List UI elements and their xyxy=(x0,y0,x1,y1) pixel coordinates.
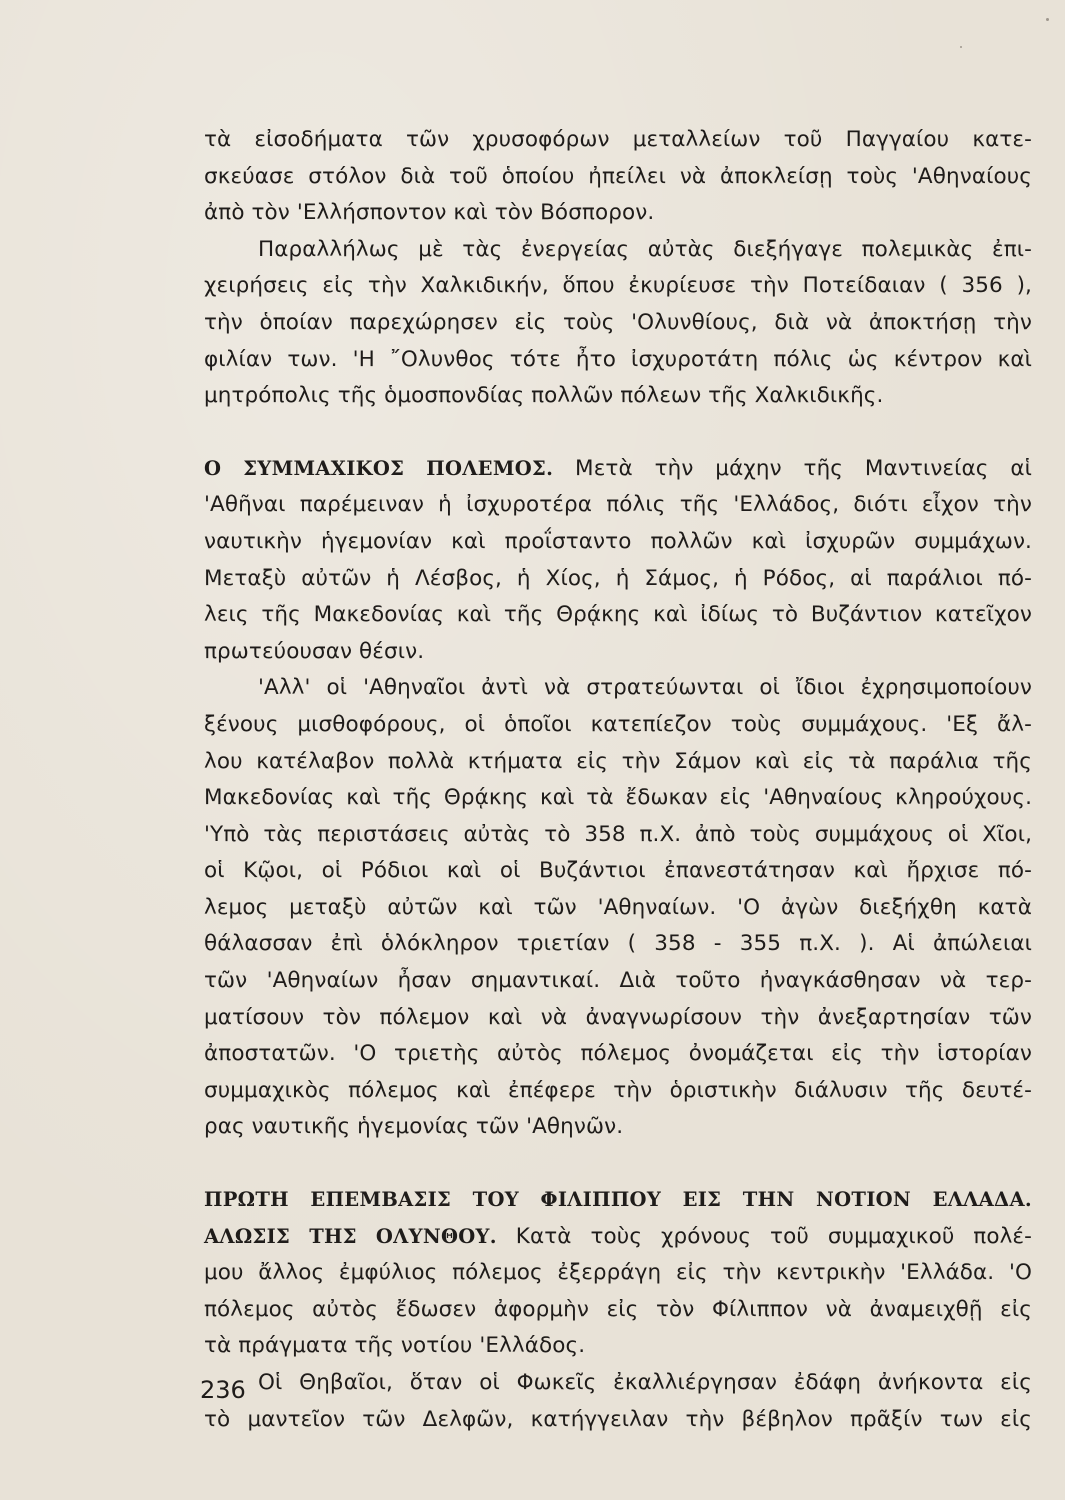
text-line: τῶν 'Αθηναίων ἦσαν σημαντικαί. Διὰ τοῦτο ἠναγκάσθησαν νὰ τερ- xyxy=(204,968,1032,994)
page-number: 236 xyxy=(200,1376,246,1404)
text-line: λεμος μεταξὺ αὐτῶν καὶ τῶν 'Αθηναίων. 'Ο ἀγὼν διεξήχθη κατὰ xyxy=(204,894,1032,920)
text-line: θάλασσαν ἐπὶ ὁλόκληρον τριετίαν ( 358 - 355 π.Χ. ). Αἱ ἀπώλειαι xyxy=(204,931,1032,957)
text-line: φιλίαν των. 'Η ῎Ολυνθος τότε ἦτο ἰσχυροτάτη πόλις ὡς κέντρον καὶ xyxy=(204,346,1032,372)
text-line: Οἱ Θηβαῖοι, ὅταν οἱ Φωκεῖς ἐκαλλιέργησαν ἐδάφη ἀνήκοντα εἰς xyxy=(258,1370,1032,1395)
text-line: τὰ πράγματα τῆς νοτίου 'Ελλάδος. xyxy=(204,1333,586,1359)
body-text xyxy=(204,122,1032,1438)
section-second-line xyxy=(204,1219,1032,1256)
section-heading: Ο ΣΥΜΜΑΧΙΚΟΣ ΠΟΛΕΜΟΣ. xyxy=(204,456,554,480)
paragraph-1 xyxy=(204,122,1032,232)
text-line: Παραλλήλως μὲ τὰς ἐνεργείας αὐτὰς διεξήγαγε πολεμικὰς ἐπι- xyxy=(258,236,1032,262)
text-line: ρας ναυτικῆς ἡγεμονίας τῶν 'Αθηνῶν. xyxy=(204,1114,624,1140)
section-symmachikos-polemos xyxy=(204,451,1032,671)
section-first-line xyxy=(204,451,1032,488)
text-line: 'Αθῆναι παρέμειναν ἡ ἰσχυροτέρα πόλις τῆς 'Ελλάδος, διότι εἶχον τὴν xyxy=(204,492,1032,518)
text-line: τὴν ὁποίαν παρεχώρησεν εἰς τοὺς 'Ολυνθίους, διὰ νὰ ἀποκτήσῃ τὴν xyxy=(204,309,1032,335)
text-line: μου ἄλλος ἐμφύλιος πόλεμος ἐξερράγη εἰς τὴν κεντρικὴν 'Ελλάδα. 'Ο xyxy=(204,1260,1032,1286)
section-heading-continued: ΑΛΩΣΙΣ ΤΗΣ ΟΛΥΝΘΟΥ. xyxy=(204,1224,497,1248)
text-line: 'Υπὸ τὰς περιστάσεις αὐτὰς τὸ 358 π.Χ. ἀπὸ τοὺς συμμάχους οἱ Χῖοι, xyxy=(204,821,1032,847)
text-line: λεις τῆς Μακεδονίας καὶ τῆς Θρᾴκης καὶ ἰδίως τὸ Βυζάντιον κατεῖχον xyxy=(204,602,1032,628)
text-line: τὰ εἰσοδήματα τῶν χρυσοφόρων μεταλλείων τοῦ Παγγαίου κατε- xyxy=(204,127,1032,152)
paragraph-4 xyxy=(204,1365,1032,1438)
text-fragment: Κατὰ τοὺς χρόνους τοῦ συμμαχικοῦ πολέ- xyxy=(515,1223,1032,1249)
text-line: ἀποστατῶν. 'Ο τριετὴς αὐτὸς πόλεμος ὀνομάζεται εἰς τὴν ἱστορίαν xyxy=(204,1041,1032,1067)
section-proti-epemvasis xyxy=(204,1182,1032,1365)
text-line: ἀπὸ τὸν 'Ελλήσποντον καὶ τὸν Βόσπορον. xyxy=(204,200,655,226)
text-line: πρωτεύουσαν θέσιν. xyxy=(204,638,425,664)
text-line: ματίσουν τὸν πόλεμον καὶ νὰ ἀναγνωρίσουν τὴν ἀνεξαρτησίαν τῶν xyxy=(204,1004,1032,1030)
text-fragment: Μετὰ τὴν μάχην τῆς Μαντινείας αἱ xyxy=(575,455,1032,481)
text-line: σκεύασε στόλον διὰ τοῦ ὁποίου ἠπείλει νὰ ἀποκλείσῃ τοὺς 'Αθηναίους xyxy=(204,163,1032,189)
text-line: συμμαχικὸς πόλεμος καὶ ἐπέφερε τὴν ὁριστικὴν διάλυσιν τῆς δευτέ- xyxy=(204,1077,1032,1103)
text-line: τὸ μαντεῖον τῶν Δελφῶν, κατήγγειλαν τὴν βέβηλον πρᾶξίν των εἰς xyxy=(204,1406,1032,1432)
text-line: οἱ Κῷοι, οἱ Ρόδιοι καὶ οἱ Βυζάντιοι ἐπανεστάτησαν καὶ ἤρχισε πό- xyxy=(204,858,1032,884)
text-line: Μακεδονίας καὶ τῆς Θρᾴκης καὶ τὰ ἔδωκαν εἰς 'Αθηναίους κληρούχους. xyxy=(204,785,1032,811)
text-line: χειρήσεις εἰς τὴν Χαλκιδικήν, ὅπου ἐκυρίευσε τὴν Ποτείδαιαν ( 356 ), xyxy=(204,273,1032,299)
paper-speck xyxy=(1046,18,1049,21)
text-line: 'Αλλ' οἱ 'Αθηναῖοι ἀντὶ νὰ στρατεύωνται οἱ ἴδιοι ἐχρησιμοποίουν xyxy=(258,675,1032,701)
section-heading: ΠΡΩΤΗ ΕΠΕΜΒΑΣΙΣ ΤΟΥ ΦΙΛΙΠΠΟΥ ΕΙΣ ΤΗΝ ΝΟΤΙΟΝ ΕΛΛΑΔΑ. xyxy=(204,1188,1032,1212)
paragraph-3 xyxy=(204,670,1032,1146)
text-line: ναυτικὴν ἡγεμονίαν καὶ προΐσταντο πολλῶν καὶ ἰσχυρῶν συμμάχων. xyxy=(204,528,1032,554)
text-line: Μεταξὺ αὐτῶν ἡ Λέσβος, ἡ Χίος, ἡ Σάμος, ἡ Ρόδος, αἱ παράλιοι πό- xyxy=(204,565,1032,591)
text-line: μητρόπολις τῆς ὁμοσπονδίας πολλῶν πόλεων τῆς Χαλκιδικῆς. xyxy=(204,383,884,409)
text-line: πόλεμος αὐτὸς ἔδωσεν ἀφορμὴν εἰς τὸν Φίλιππον νὰ ἀναμειχθῇ εἰς xyxy=(204,1296,1032,1322)
paper-speck xyxy=(960,46,962,48)
paragraph-2 xyxy=(204,232,1032,415)
text-line: ξένους μισθοφόρους, οἱ ὁποῖοι κατεπίεζον τοὺς συμμάχους. 'Εξ ἄλ- xyxy=(204,711,1032,737)
text-line: λου κατέλαβον πολλὰ κτήματα εἰς τὴν Σάμον καὶ εἰς τὰ παράλια τῆς xyxy=(204,748,1032,774)
